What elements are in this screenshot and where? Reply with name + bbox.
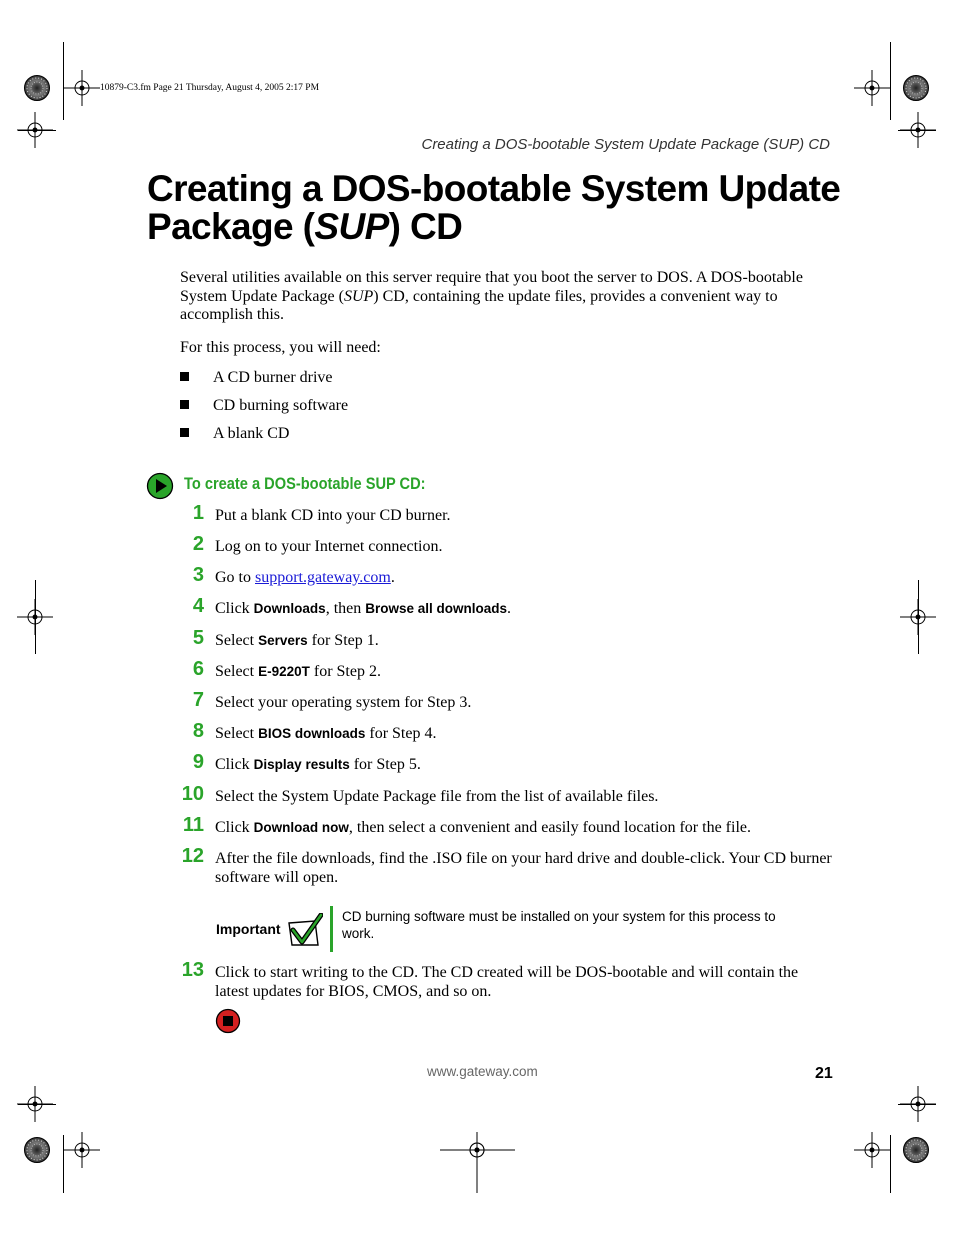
intro-text: Several utilities available on this server require that you boot the server to DOS. A DOS-bootable System Update Package ( <box>180 269 803 305</box>
step-number: 8 <box>192 720 204 742</box>
step-text-part: , then select a convenient and easily found location for the file. <box>348 819 751 836</box>
step-text-part: . <box>390 569 395 586</box>
step-text <box>215 568 833 587</box>
footer-url: www.gateway.com <box>427 1064 538 1079</box>
page-title <box>147 170 847 246</box>
stop-icon <box>215 1008 241 1034</box>
intro-paragraph <box>180 269 830 325</box>
step-text <box>215 724 833 743</box>
step-text-part: Click <box>215 819 254 836</box>
step-text-part: Select <box>215 632 259 649</box>
step-text-part: Go to <box>215 569 255 586</box>
step-text-part: for Step 1. <box>307 632 379 649</box>
intro-text-end: ) CD, containing the update files, provides a convenient way to accomplish this. <box>180 287 778 323</box>
step-text-part: Select <box>215 663 259 680</box>
step-text: After the file downloads, find the .ISO file on your hard drive and double-click. Your CD burner software will open. <box>215 850 832 886</box>
step-number: 13 <box>181 959 204 981</box>
title-sup: SUP <box>314 206 389 247</box>
step-text: Put a blank CD into your CD burner. <box>215 507 451 524</box>
list-item <box>180 425 289 443</box>
step-number: 10 <box>181 783 204 805</box>
step-text <box>215 631 833 650</box>
step-text-part: . <box>507 600 512 617</box>
ui-term: E-9220T <box>258 664 310 679</box>
step-number: 5 <box>192 627 204 649</box>
step-text-part: , then <box>325 600 366 617</box>
title-text: Package ( <box>147 206 315 247</box>
bullet-icon <box>180 372 189 381</box>
step-text: Select the System Update Package file from the list of available files. <box>215 788 659 805</box>
important-text: CD burning software must be installed on your system for this process to work. <box>342 909 776 941</box>
step-text: Log on to your Internet connection. <box>215 538 443 555</box>
step-number: 11 <box>182 814 204 836</box>
step-text-part: for Step 4. <box>365 725 437 742</box>
title-line-1: Creating a DOS-bootable System Update <box>147 168 841 209</box>
support-link[interactable]: support.gateway.com <box>255 569 391 586</box>
ui-term: Downloads <box>253 601 326 616</box>
bullet-text: A CD burner drive <box>213 369 333 386</box>
bullet-icon <box>180 400 189 409</box>
step-text-part: Click <box>215 756 254 773</box>
running-head: Creating a DOS-bootable System Update Package (SUP) CD <box>421 136 830 153</box>
step-text: Click to start writing to the CD. The CD created will be DOS-bootable and will contain the latest updates for BIOS, CMOS, and so on. <box>215 964 799 1000</box>
requirements-intro: For this process, you will need: <box>180 339 381 356</box>
step-text-part: Click <box>215 600 254 617</box>
ui-term: Download now <box>253 820 349 835</box>
bullet-icon <box>180 428 189 437</box>
step-text <box>215 818 833 837</box>
page-number: 21 <box>815 1065 833 1082</box>
step-text: Select your operating system for Step 3. <box>215 694 472 711</box>
step-number: 1 <box>192 502 204 524</box>
important-divider <box>330 906 333 952</box>
ui-term: Servers <box>258 633 308 648</box>
step-number: 12 <box>181 845 204 867</box>
ui-term: Browse all downloads <box>365 601 508 616</box>
step-text <box>215 662 833 681</box>
ui-term: BIOS downloads <box>258 726 366 741</box>
title-line-2 <box>147 208 847 246</box>
bullet-text: CD burning software <box>213 397 349 414</box>
ui-term: Display results <box>253 757 350 772</box>
step-number: 2 <box>192 533 204 555</box>
list-item <box>180 397 348 415</box>
procedure-heading: To create a DOS-bootable SUP CD: <box>184 474 426 493</box>
step-text-part: for Step 2. <box>309 663 381 680</box>
step-number: 4 <box>192 595 204 617</box>
play-arrow-icon <box>146 472 174 500</box>
step-text-part: Select <box>215 725 259 742</box>
file-slug: 10879-C3.fm Page 21 Thursday, August 4, 2005 2:17 PM <box>100 83 320 93</box>
step-text <box>215 755 833 774</box>
list-item <box>180 369 333 387</box>
title-text-end: ) CD <box>388 206 463 247</box>
checkmark-icon <box>287 913 323 947</box>
step-number: 7 <box>192 689 204 711</box>
step-number: 3 <box>192 564 204 586</box>
step-text-part: for Step 5. <box>349 756 421 773</box>
bullet-text: A blank CD <box>213 425 290 442</box>
step-number: 9 <box>192 751 204 773</box>
step-text <box>215 599 833 618</box>
step-number: 6 <box>192 658 204 680</box>
important-label: Important <box>216 921 281 937</box>
intro-sup: SUP <box>343 287 374 305</box>
